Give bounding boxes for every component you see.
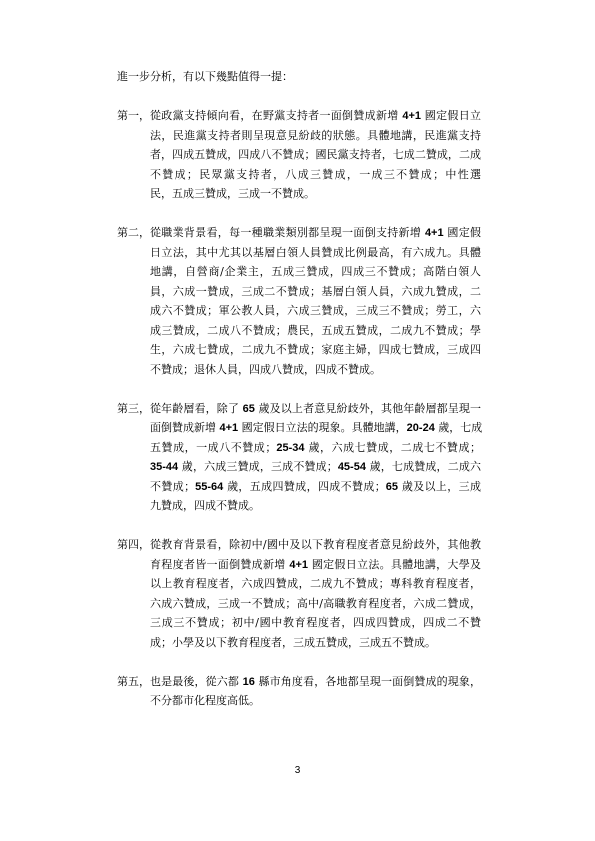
point-2-line-8: 不贊成；退休人員，四成八贊成，四成不贊成。 xyxy=(150,362,381,376)
intro-text: 進一步分析，有以下幾點值得一提： xyxy=(117,70,293,83)
point-4-line-4: 六成六贊成，三成一不贊成；高中/高職教育程度者，六成二贊成， xyxy=(150,596,481,610)
number-text: 20-24 xyxy=(406,422,435,434)
point-2-line-2: 日立法，其中尤其以基層白領人員贊成比例最高，有六成九。具體 xyxy=(150,245,481,259)
point-3-text xyxy=(150,399,481,516)
point-3-line-2: 面倒贊成新增 4+1 國定假日立法的現象。具體地講，20-24 歲，七成 xyxy=(150,421,483,434)
number-text: 4+1 xyxy=(219,422,239,434)
point-2-line-5: 成六不贊成；軍公教人員，六成三贊成，三成三不贊成；勞工，六 xyxy=(150,304,481,317)
point-4-line-6: 成；小學及以下教育程度者，三成五贊成，三成五不贊成。 xyxy=(150,635,436,649)
number-text: 4+1 xyxy=(424,227,444,239)
number-text: 4+1 xyxy=(402,110,422,122)
point-3-line-4: 35-44 歲，六成三贊成，三成不贊成；45-54 歲，七成贊成，二成六 xyxy=(150,460,481,473)
page-number: 3 xyxy=(294,765,301,776)
number-text: 65 xyxy=(385,480,398,493)
point-5-text xyxy=(150,672,481,711)
point-2-text xyxy=(150,223,481,379)
point-2-line-7: 生，六成七贊成，二成九不贊成；家庭主婦，四成七贊成，三成四 xyxy=(150,343,481,356)
point-5 xyxy=(117,672,481,711)
point-3-line-3: 五贊成，一成八不贊成；25-34 歲，六成七贊成，二成七不贊成； xyxy=(150,440,481,454)
point-1-line-5: 民，五成三贊成，三成一不贊成。 xyxy=(150,187,315,200)
point-5-line-1: 也是最後，從六都 16 縣市角度看，各地都呈現一面倒贊成的現象， xyxy=(150,674,482,688)
point-4-text xyxy=(150,535,481,652)
point-1-line-2: 法，民進黨支持者則呈現意見紛歧的狀態。具體地講，民進黨支持 xyxy=(150,128,481,142)
point-1 xyxy=(117,106,481,204)
point-2-line-3: 地講，自營商/企業主，五成三贊成，四成三不贊成；高階白領人 xyxy=(150,265,481,278)
point-4 xyxy=(117,535,481,652)
number-text: 45-54 xyxy=(337,461,366,473)
point-3-line-6: 九贊成，四成不贊成。 xyxy=(150,499,260,512)
point-1-label: 第一， xyxy=(117,109,150,122)
point-1-line-4: 不贊成；民眾黨支持者，八成三贊成，一成三不贊成；中性選 xyxy=(150,167,481,181)
point-4-line-2: 育程度者皆一面倒贊成新增 4+1 國定假日立法。具體地講，大學及 xyxy=(150,557,482,571)
point-2-line-1: 從職業背景看，每一種職業類別都呈現一面倒支持新增 4+1 國定假 xyxy=(150,226,481,239)
number-text: 16 xyxy=(242,675,255,688)
point-4-line-3: 以上教育程度者，六成四贊成，二成九不贊成；專科教育程度者， xyxy=(150,577,481,590)
point-4-line-1: 從教育背景看，除初中/國中及以下教育程度者意見紛歧外，其他教 xyxy=(150,538,481,551)
number-text: 35-44 xyxy=(150,461,179,473)
point-1-line-1: 從政黨支持傾向看，在野黨支持者一面倒贊成新增 4+1 國定假日立 xyxy=(150,109,481,122)
number-text: 55-64 xyxy=(195,480,224,493)
point-2-line-6: 成三贊成，二成八不贊成；農民，五成五贊成，二成九不贊成；學 xyxy=(150,323,481,337)
point-3-label: 第三， xyxy=(117,401,150,415)
point-2-label: 第二， xyxy=(117,226,150,239)
number-text: 4+1 xyxy=(289,558,309,571)
point-3-line-5: 不贊成；55-64 歲，五成四贊成，四成不贊成；65 歲及以上，三成 xyxy=(150,479,482,493)
point-2 xyxy=(117,223,481,379)
point-2-line-4: 員，六成一贊成，三成二不贊成；基層白領人員，六成九贊成，二 xyxy=(150,284,481,298)
point-3-line-1: 從年齡層看，除了 65 歲及以上者意見紛歧外，其他年齡層都呈現一 xyxy=(150,401,482,415)
point-4-label: 第四， xyxy=(117,538,150,551)
point-5-line-2: 不分都市化程度高低。 xyxy=(150,694,260,707)
point-4-line-5: 三成三不贊成；初中/國中教育程度者，四成四贊成，四成二不贊 xyxy=(150,616,481,629)
point-5-label: 第五， xyxy=(117,674,150,688)
number-text: 65 xyxy=(242,402,255,415)
number-text: 25-34 xyxy=(276,441,305,454)
point-3 xyxy=(117,399,481,516)
document-body xyxy=(117,67,481,711)
point-1-text xyxy=(150,106,481,204)
point-1-line-3: 者，四成五贊成，四成八不贊成；國民黨支持者，七成二贊成，二成 xyxy=(150,148,481,161)
